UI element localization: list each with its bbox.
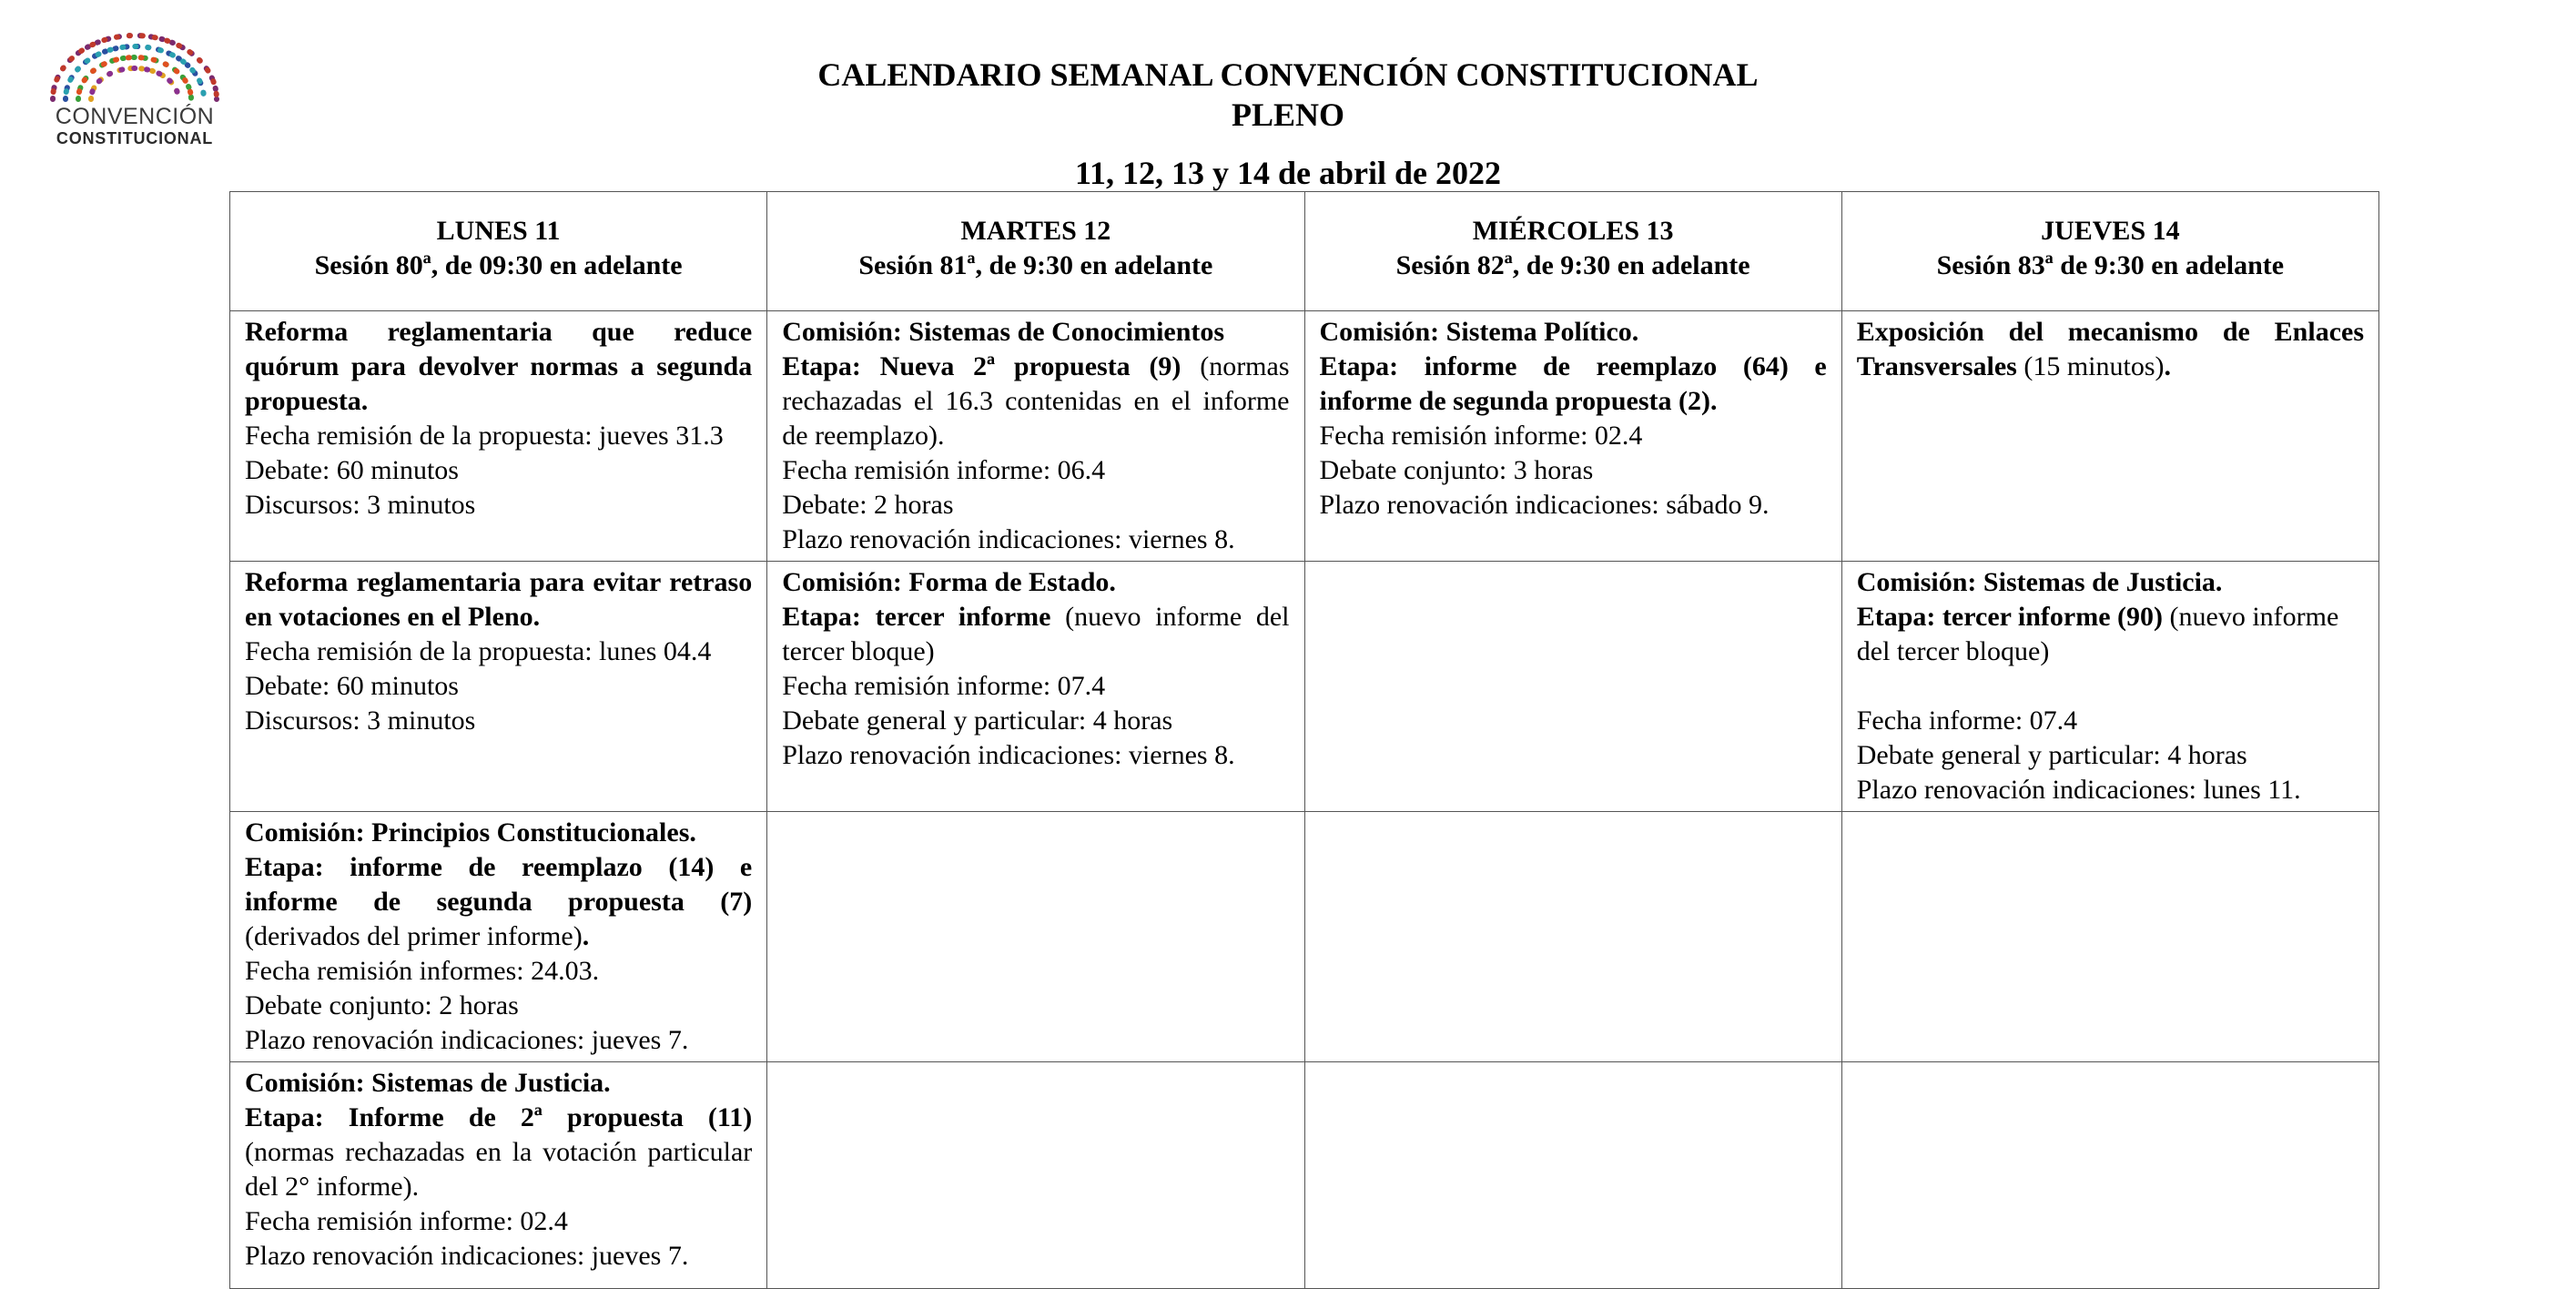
item-detail: Plazo renovación indicaciones: viernes 8.: [782, 524, 1235, 554]
table-row: [230, 311, 2379, 562]
item-stage: [782, 350, 1289, 453]
day-label: MIÉRCOLES 13: [1472, 216, 1674, 246]
empty-cell: [767, 812, 1304, 1062]
table-row: [230, 812, 2379, 1062]
item-end: .: [2164, 351, 2172, 381]
item-detail: Fecha remisión de la propuesta: lunes 04.4: [245, 636, 712, 666]
item-detail: Discursos: 3 minutos: [245, 705, 476, 736]
day-label: LUNES 11: [436, 216, 561, 246]
agenda-cell: [767, 311, 1304, 562]
agenda-cell: [1841, 562, 2378, 812]
item-title: Comisión: Sistemas de Justicia.: [245, 1068, 611, 1098]
session-label: Sesión 82ª, de 9:30 en adelante: [1395, 250, 1750, 280]
weekly-calendar-table: [229, 191, 2379, 1289]
item-bold: Exposición del mecanismo de Enlaces Transversales: [1856, 317, 2364, 381]
item-detail: Debate general y particular: 4 horas: [1856, 740, 2247, 770]
session-label: Sesión 81ª, de 9:30 en adelante: [858, 250, 1213, 280]
item-title: Comisión: Sistemas de Justicia.: [1856, 567, 2223, 597]
stage-note: (nuevo informe del tercer bloque): [782, 602, 1290, 666]
item-detail: Discursos: 3 minutos: [245, 490, 476, 520]
item-detail: Debate: 60 minutos: [245, 671, 459, 701]
item-detail: Debate: 60 minutos: [245, 455, 459, 485]
item-stage: [245, 1101, 752, 1204]
stage-bold: Etapa: informe de reemplazo (14) e informe de segunda propuesta (7): [245, 852, 753, 917]
item-title: Comisión: Sistema Político.: [1319, 317, 1639, 347]
logo-text-line1: CONVENCIÓN: [55, 104, 215, 129]
item-detail: Fecha remisión informe: 06.4: [782, 455, 1106, 485]
item-title: Comisión: Forma de Estado.: [782, 567, 1116, 597]
header-row: [230, 192, 2379, 311]
item-stage: [1857, 600, 2364, 669]
empty-cell: [1841, 812, 2378, 1062]
table-row: [230, 562, 2379, 812]
logo-text-line2: CONSTITUCIONAL: [56, 129, 214, 147]
item-detail: Plazo renovación indicaciones: viernes 8.: [782, 740, 1235, 770]
item-detail: Debate conjunto: 3 horas: [1319, 455, 1594, 485]
agenda-cell: [230, 311, 767, 562]
page-subtitle: PLENO: [1231, 96, 1344, 133]
item-detail: Fecha remisión informe: 07.4: [782, 671, 1106, 701]
item-detail: Plazo renovación indicaciones: lunes 11.: [1856, 775, 2301, 805]
item-detail: Fecha remisión de la propuesta: jueves 31.3: [245, 421, 724, 451]
agenda-cell: [1304, 311, 1841, 562]
agenda-cell: [230, 562, 767, 812]
item-detail: Plazo renovación indicaciones: jueves 7.: [245, 1025, 689, 1055]
stage-note: (normas rechazadas en la votación particular del 2° informe).: [245, 1137, 753, 1202]
agenda-cell: [767, 562, 1304, 812]
item-detail: Fecha informe: 07.4: [1856, 705, 2078, 736]
stage-bold: Etapa: Nueva 2ª propuesta (9): [782, 351, 1182, 381]
item-detail: Fecha remisión informes: 24.03.: [245, 956, 600, 986]
stage-bold: Etapa: Informe de 2ª propuesta (11): [245, 1102, 753, 1132]
item-title: Comisión: Sistemas de Conocimientos: [782, 317, 1225, 347]
agenda-cell: [1841, 311, 2378, 562]
stage-note: (nuevo informe del tercer bloque): [1856, 602, 2339, 666]
stage-bold: Etapa: informe de reemplazo (64) e informe de segunda propuesta (2).: [1319, 351, 1827, 416]
item-stage: [245, 850, 752, 954]
empty-cell: [1304, 812, 1841, 1062]
page-title: CALENDARIO SEMANAL CONVENCIÓN CONSTITUCIONAL: [817, 56, 1759, 93]
stage-end: .: [582, 921, 590, 951]
item-title: Reforma reglamentaria que reduce quórum para devolver normas a segunda propuesta.: [245, 317, 753, 416]
stage-note: (derivados del primer informe): [245, 921, 583, 951]
stage-bold: Etapa: tercer informe: [782, 602, 1051, 632]
item-note: (15 minutos): [2016, 351, 2165, 381]
item-title: Comisión: Principios Constitucionales.: [245, 817, 696, 847]
day-label: MARTES 12: [960, 216, 1111, 246]
stage-bold: Etapa: tercer informe (90): [1856, 602, 2164, 632]
agenda-cell: [230, 812, 767, 1062]
column-header-monday: [230, 192, 767, 311]
agenda-cell: [230, 1062, 767, 1289]
column-header-tuesday: [767, 192, 1304, 311]
empty-cell: [1841, 1062, 2378, 1289]
item-text: [1857, 315, 2364, 384]
spacer: [1857, 669, 2364, 704]
item-detail: Debate conjunto: 2 horas: [245, 990, 519, 1020]
item-detail: Debate: 2 horas: [782, 490, 954, 520]
item-detail: Plazo renovación indicaciones: jueves 7.: [245, 1241, 689, 1271]
table-row: [230, 1062, 2379, 1289]
item-detail: Plazo renovación indicaciones: sábado 9.: [1319, 490, 1770, 520]
session-label: Sesión 80ª, de 09:30 en adelante: [314, 250, 683, 280]
date-range: 11, 12, 13 y 14 de abril de 2022: [1074, 155, 1502, 191]
item-detail: Fecha remisión informe: 02.4: [1319, 421, 1643, 451]
empty-cell: [767, 1062, 1304, 1289]
empty-cell: [1304, 1062, 1841, 1289]
session-label: Sesión 83ª de 9:30 en adelante: [1936, 250, 2285, 280]
item-title: Reforma reglamentaria para evitar retraso en votaciones en el Pleno.: [245, 567, 753, 632]
item-stage: [782, 600, 1289, 669]
item-detail: Debate general y particular: 4 horas: [782, 705, 1173, 736]
stage-note: (normas rechazadas el 16.3 contenidas en el informe de reemplazo).: [782, 351, 1290, 451]
column-header-wednesday: [1304, 192, 1841, 311]
item-detail: Fecha remisión informe: 02.4: [245, 1206, 568, 1236]
day-label: JUEVES 14: [2041, 216, 2180, 246]
empty-cell: [1304, 562, 1841, 812]
column-header-thursday: [1841, 192, 2378, 311]
